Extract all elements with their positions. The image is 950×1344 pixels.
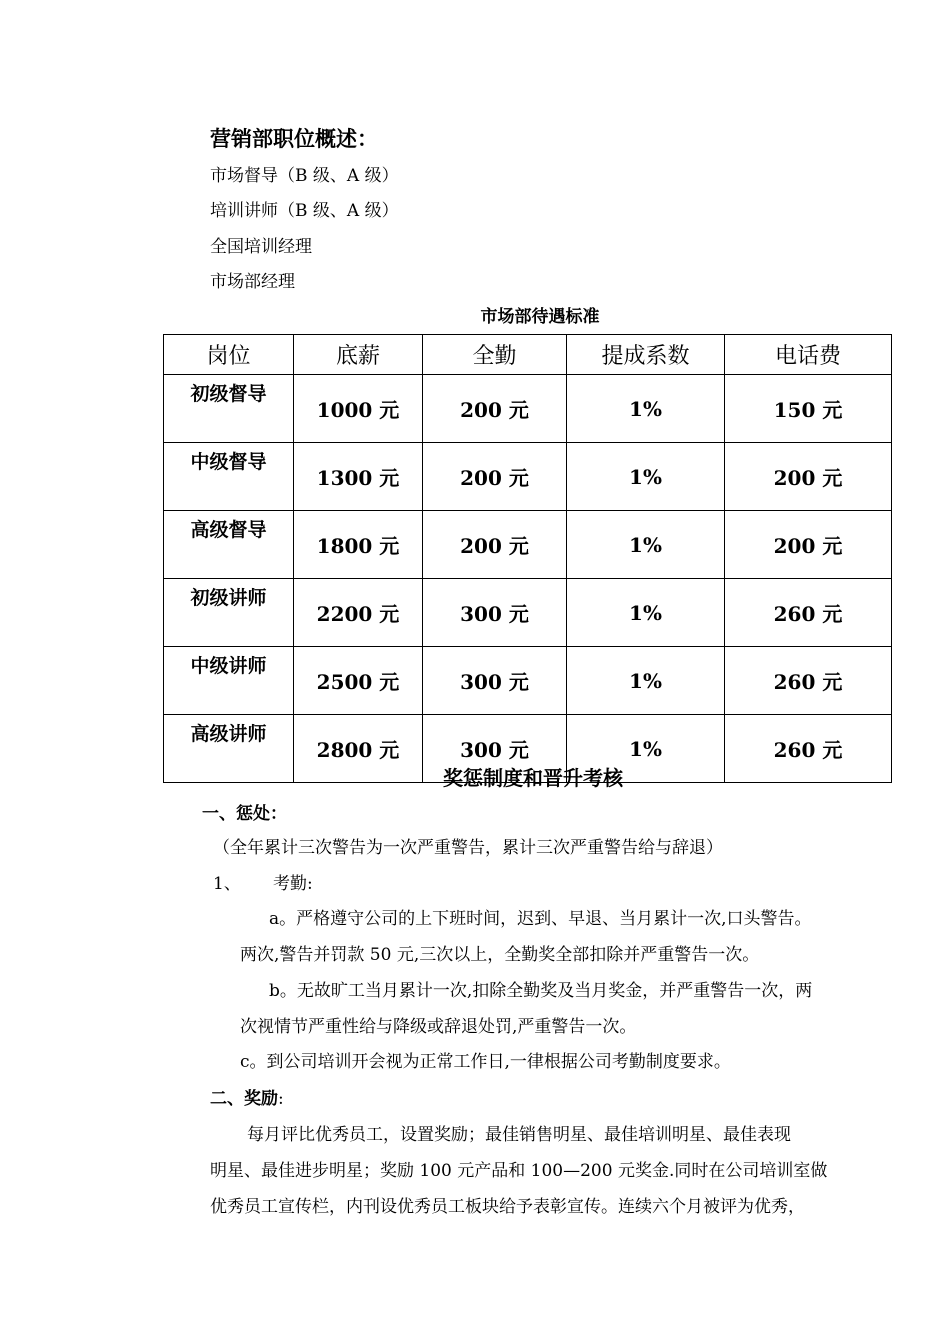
attendance-bonus-cell: 200 元 <box>423 375 567 443</box>
item-label: 考勤: <box>273 874 313 894</box>
position-item: 培训讲师（B 级、A 级） <box>210 201 399 221</box>
attendance-bonus-cell: 300 元 <box>423 579 567 647</box>
table-row <box>164 511 892 579</box>
commission-rate-cell: 1% <box>567 443 725 511</box>
commission-rate-cell: 1% <box>567 715 725 783</box>
table-caption: 市场部待遇标准 <box>480 307 600 327</box>
position-cell: 高级督导 <box>164 511 294 579</box>
rule-a-line: a。严格遵守公司的上下班时间，迟到、早退、当月累计一次,口头警告。 <box>269 909 812 929</box>
rules-title: 奖惩制度和晋升考核 <box>443 766 623 790</box>
position-cell: 初级讲师 <box>164 579 294 647</box>
reward-section-colon: : <box>278 1089 284 1109</box>
phone-allowance-cell: 200 元 <box>725 511 892 579</box>
commission-rate-cell: 1% <box>567 647 725 715</box>
phone-allowance-cell: 260 元 <box>725 715 892 783</box>
commission-rate-cell: 1% <box>567 375 725 443</box>
attendance-bonus-cell: 300 元 <box>423 715 567 783</box>
position-cell: 高级讲师 <box>164 715 294 783</box>
reward-section-label: 二、奖励 <box>210 1089 278 1109</box>
position-cell: 中级督导 <box>164 443 294 511</box>
base-salary-cell: 1800 元 <box>294 511 423 579</box>
base-salary-cell: 1000 元 <box>294 375 423 443</box>
table-header-row <box>164 335 892 375</box>
penalty-section-title: 一、惩处： <box>202 804 287 824</box>
table-row <box>164 647 892 715</box>
phone-allowance-cell: 260 元 <box>725 579 892 647</box>
overview-title: 营销部职位概述： <box>210 127 378 151</box>
column-header: 提成系数 <box>567 335 725 375</box>
position-item: 市场部经理 <box>210 272 295 292</box>
reward-paragraph-line: 优秀员工宣传栏，内刊设优秀员工板块给予表彰宣传。连续六个月被评为优秀， <box>210 1197 805 1217</box>
table-row <box>164 443 892 511</box>
attendance-bonus-cell: 300 元 <box>423 647 567 715</box>
rule-a-line: 两次,警告并罚款 50 元,三次以上，全勤奖全部扣除并严重警告一次。 <box>240 945 760 965</box>
position-cell: 中级讲师 <box>164 647 294 715</box>
attendance-bonus-cell: 200 元 <box>423 511 567 579</box>
table-row <box>164 375 892 443</box>
item-number: 1、 <box>213 874 241 894</box>
reward-paragraph-line: 明星、最佳进步明星；奖励 100 元产品和 100—200 元奖金.同时在公司培训室做 <box>210 1161 828 1181</box>
attendance-bonus-cell: 200 元 <box>423 443 567 511</box>
column-header: 岗位 <box>164 335 294 375</box>
base-salary-cell: 2200 元 <box>294 579 423 647</box>
position-cell: 初级督导 <box>164 375 294 443</box>
reward-section-title <box>210 1084 284 1109</box>
column-header: 底薪 <box>294 335 423 375</box>
phone-allowance-cell: 150 元 <box>725 375 892 443</box>
penalty-note: （全年累计三次警告为一次严重警告，累计三次严重警告给与辞退） <box>213 838 723 858</box>
column-header: 电话费 <box>725 335 892 375</box>
phone-allowance-cell: 200 元 <box>725 443 892 511</box>
base-salary-cell: 2500 元 <box>294 647 423 715</box>
phone-allowance-cell: 260 元 <box>725 647 892 715</box>
position-item: 全国培训经理 <box>210 237 312 257</box>
column-header: 全勤 <box>423 335 567 375</box>
rule-b-line: 次视情节严重性给与降级或辞退处罚,严重警告一次。 <box>240 1017 637 1037</box>
reward-paragraph-line: 每月评比优秀员工，设置奖励；最佳销售明星、最佳培训明星、最佳表现 <box>247 1125 791 1145</box>
base-salary-cell: 1300 元 <box>294 443 423 511</box>
base-salary-cell: 2800 元 <box>294 715 423 783</box>
compensation-table <box>163 334 892 783</box>
position-item: 市场督导（B 级、A 级） <box>210 166 399 186</box>
commission-rate-cell: 1% <box>567 579 725 647</box>
rule-b-line: b。无故旷工当月累计一次,扣除全勤奖及当月奖金，并严重警告一次，两 <box>269 981 813 1001</box>
table-row <box>164 579 892 647</box>
commission-rate-cell: 1% <box>567 511 725 579</box>
rule-c-line: c。到公司培训开会视为正常工作日,一律根据公司考勤制度要求。 <box>240 1052 731 1072</box>
